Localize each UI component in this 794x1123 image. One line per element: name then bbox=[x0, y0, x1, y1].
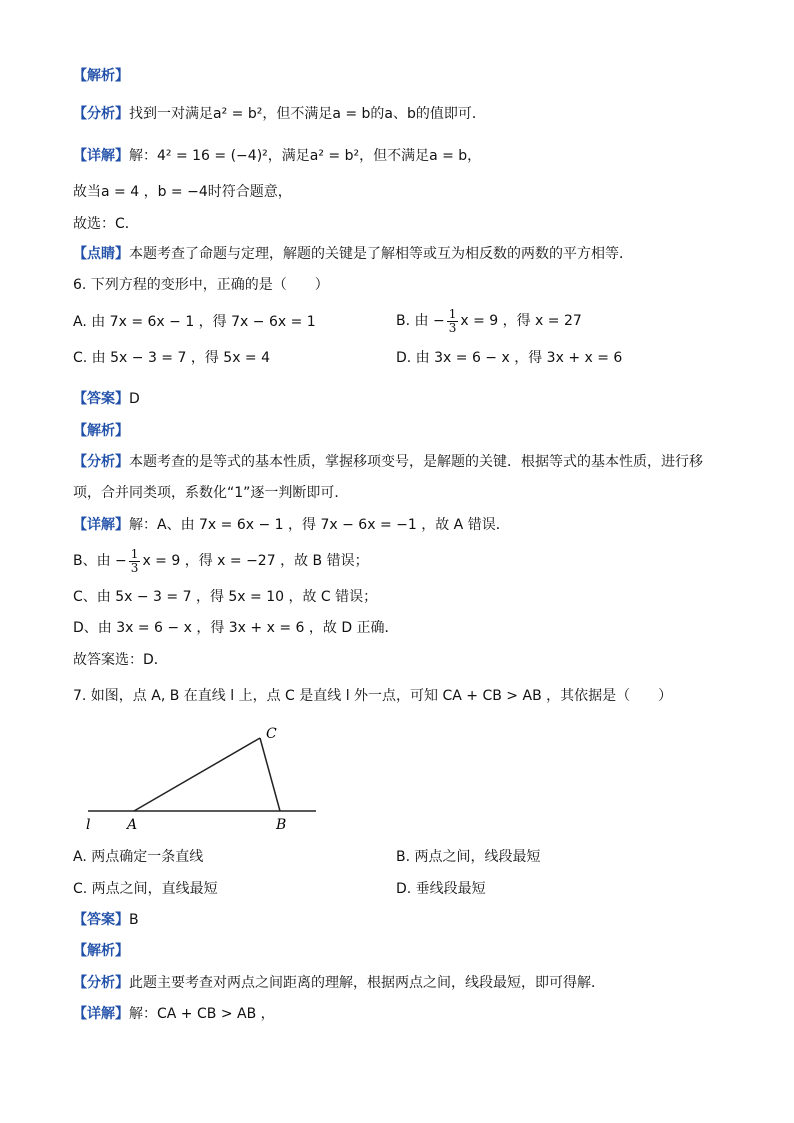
q7-option-a: A. 两点确定一条直线 bbox=[73, 849, 204, 865]
q6-option-d: D. 由 3x = 6 − x ，得 3x + x = 6 bbox=[396, 350, 623, 366]
jiexi-heading-q5 bbox=[73, 66, 129, 86]
jiexi-tag: 【解析】 bbox=[73, 68, 129, 84]
q6-option-b bbox=[396, 305, 582, 337]
q7-question: 7. 如图，点 A, B 在直线 l 上，点 C 是直线 l 外一点，可知 CA + CB > AB ，其依据是（ ） bbox=[73, 688, 673, 704]
jiexi-heading-q7 bbox=[73, 941, 129, 961]
xiangjie-b-post: x = 9 ，得 x = −27 ，故 B 错误； bbox=[142, 553, 369, 569]
xiangjie-b-pre: B、由 − bbox=[73, 553, 127, 569]
q6-question: 6. 下列方程的变形中，正确的是（ ） bbox=[73, 277, 329, 293]
fraction-denominator: 3 bbox=[448, 320, 457, 335]
xiangjie-c: C、由 5x − 3 = 7 ，得 5x = 10 ，故 C 错误； bbox=[73, 589, 378, 605]
daan-q7 bbox=[73, 910, 139, 930]
xiangjie-d: D、由 3x = 6 − x ，得 3x + x = 6 ，故 D 正确． bbox=[73, 620, 399, 636]
fenxi-q7 bbox=[73, 973, 605, 993]
xiangjie-tag: 【详解】 bbox=[73, 517, 129, 533]
dianjing-q5 bbox=[73, 244, 633, 264]
label-b: B bbox=[276, 817, 287, 833]
fenxi-text: 找到一对满足a² = b²，但不满足a = b的a、b的值即可． bbox=[129, 106, 486, 122]
label-a: A bbox=[127, 817, 138, 833]
q6-option-c: C. 由 5x − 3 = 7 ，得 5x = 4 bbox=[73, 350, 271, 366]
q7-option-b: B. 两点之间，线段最短 bbox=[396, 849, 541, 865]
q6-option-a: A. 由 7x = 6x − 1 ，得 7x − 6x = 1 bbox=[73, 314, 316, 330]
dianjing-text: 本题考查了命题与定理，解题的关键是了解相等或互为相反数的两数的平方相等． bbox=[129, 246, 633, 262]
fenxi-q6-line2: 项，合并同类项，系数化“1”逐一判断即可． bbox=[73, 485, 349, 501]
q7-option-c: C. 两点之间，直线最短 bbox=[73, 881, 218, 897]
q5-line3: 故当a = 4 ，b = −4时符合题意， bbox=[73, 184, 292, 200]
xiangjie-q7 bbox=[73, 1004, 275, 1024]
fenxi-tag: 【分析】 bbox=[73, 975, 129, 991]
dianjing-tag: 【点睛】 bbox=[73, 246, 129, 262]
fenxi-tag: 【分析】 bbox=[73, 454, 129, 470]
label-c: C bbox=[266, 726, 277, 742]
fraction-one-third bbox=[447, 308, 459, 335]
fenxi-q5 bbox=[73, 104, 486, 124]
segment-cb bbox=[260, 738, 280, 811]
q6-option-b-pre: B. 由 − bbox=[396, 313, 445, 329]
q5-line4: 故选：C． bbox=[73, 216, 139, 232]
fraction-numerator: 1 bbox=[448, 306, 457, 321]
xiangjie-text: 解：CA + CB > AB ， bbox=[129, 1006, 275, 1022]
xiangjie-q5 bbox=[73, 146, 481, 166]
xiangjie-a: 解：A、由 7x = 6x − 1 ，得 7x − 6x = −1 ，故 A 错误． bbox=[129, 517, 510, 533]
fraction-denominator: 3 bbox=[130, 560, 139, 575]
q6-conclusion: 故答案选：D． bbox=[73, 652, 168, 668]
daan-tag: 【答案】 bbox=[73, 912, 129, 928]
xiangjie-b bbox=[73, 545, 369, 577]
xiangjie-tag: 【详解】 bbox=[73, 148, 129, 164]
q7-option-d: D. 垂线段最短 bbox=[396, 881, 486, 897]
xiangjie-text: 解：4² = 16 = (−4)²，满足a² = b²，但不满足a = b， bbox=[129, 148, 482, 164]
fenxi-text: 本题考查的是等式的基本性质，掌握移项变号，是解题的关键．根据等式的基本性质，进行移 bbox=[129, 454, 703, 470]
fraction-one-third bbox=[129, 548, 141, 575]
jiexi-tag: 【解析】 bbox=[73, 423, 129, 439]
xiangjie-tag: 【详解】 bbox=[73, 1006, 129, 1022]
daan-value: B bbox=[129, 912, 139, 928]
fenxi-tag: 【分析】 bbox=[73, 106, 129, 122]
label-l: l bbox=[86, 817, 91, 833]
daan-value: D bbox=[129, 391, 140, 407]
daan-q6 bbox=[73, 389, 140, 409]
jiexi-tag: 【解析】 bbox=[73, 943, 129, 959]
q7-figure bbox=[80, 722, 330, 834]
segment-ac bbox=[134, 738, 260, 811]
fraction-numerator: 1 bbox=[130, 546, 139, 561]
xiangjie-q6 bbox=[73, 515, 510, 535]
daan-tag: 【答案】 bbox=[73, 391, 129, 407]
fenxi-text: 此题主要考查对两点之间距离的理解，根据两点之间，线段最短，即可得解． bbox=[129, 975, 605, 991]
fenxi-q6-line1 bbox=[73, 452, 703, 472]
jiexi-heading-q6 bbox=[73, 421, 129, 441]
q6-option-b-post: x = 9 ，得 x = 27 bbox=[460, 313, 582, 329]
